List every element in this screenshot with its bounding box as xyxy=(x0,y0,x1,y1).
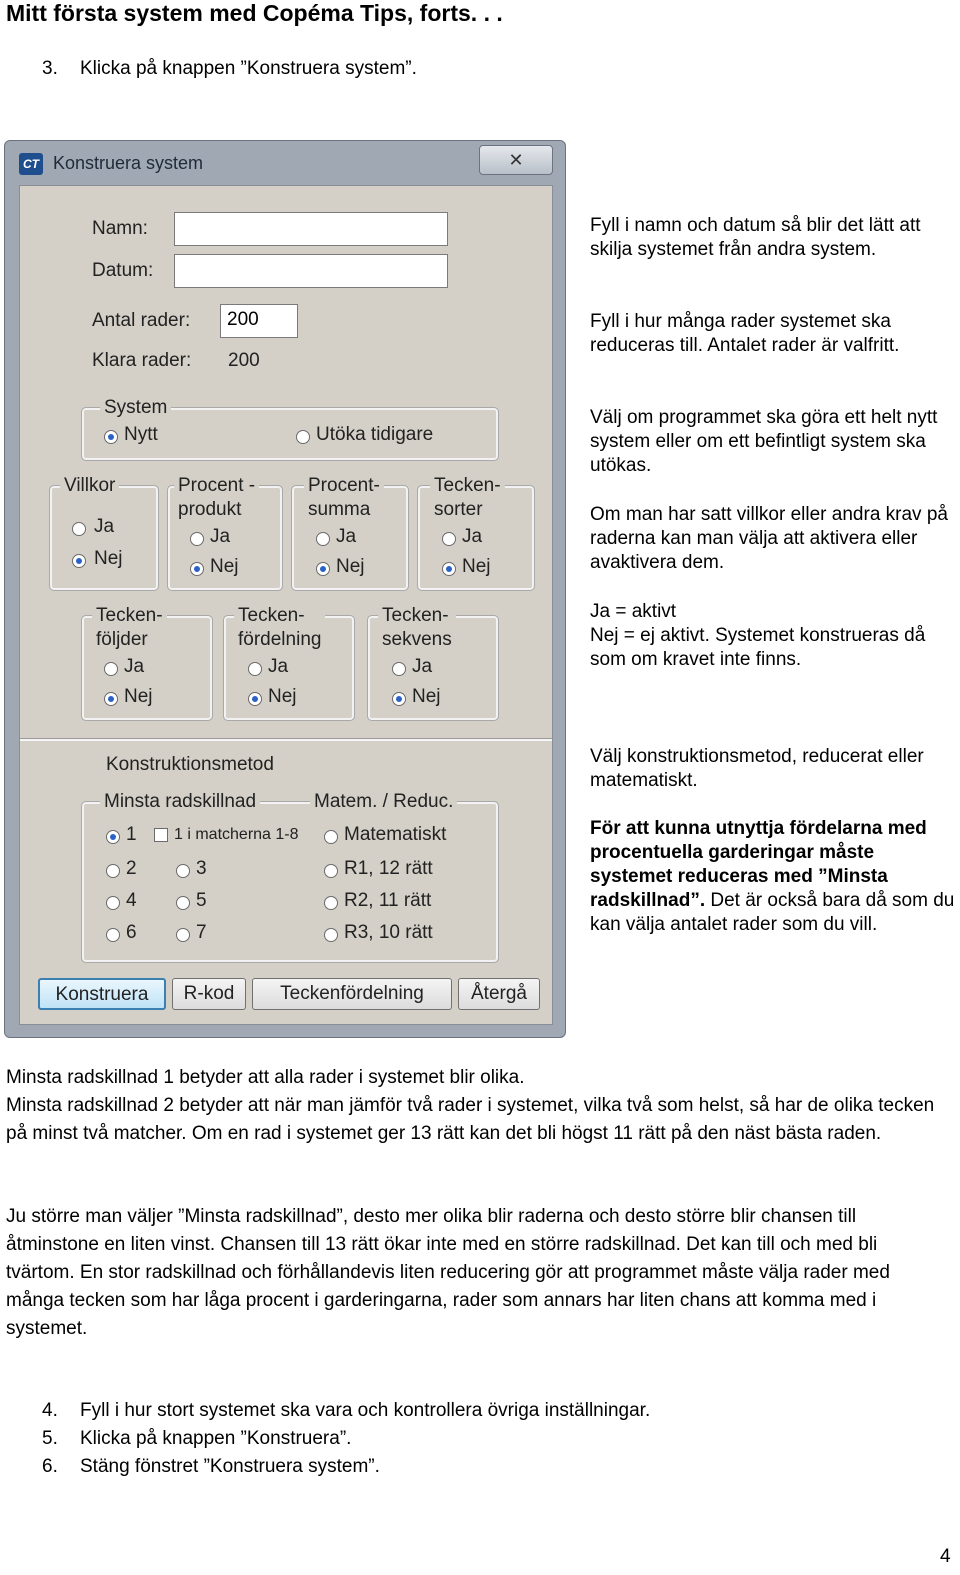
datum-input[interactable] xyxy=(174,254,448,288)
note-namn-datum: Fyll i namn och datum så blir det lätt att skilja systemet från andra system. xyxy=(590,215,921,260)
teckenfordelning-button[interactable]: Teckenfördelning xyxy=(252,978,452,1010)
procent-summa-nej-radio[interactable] xyxy=(316,562,330,576)
villkor-ja-radio[interactable] xyxy=(72,522,86,536)
legend-line2: fördelning xyxy=(238,629,322,650)
procent-summa-nej-label: Nej xyxy=(336,556,365,577)
procent-produkt-nej-radio[interactable] xyxy=(190,562,204,576)
antal-rader-input[interactable]: 200 xyxy=(220,304,298,338)
legend-line2: sekvens xyxy=(382,629,452,650)
procent-summa-ja-label: Ja xyxy=(336,526,357,547)
tecken-sekvens-nej-radio[interactable] xyxy=(392,692,406,706)
r2-label: R2, 11 rätt xyxy=(344,890,432,911)
paragraph-1: Minsta radskillnad 1 betyder att alla rader i systemet blir olika. xyxy=(6,1067,525,1088)
radskillnad-3-radio[interactable] xyxy=(176,864,190,878)
system-nytt-radio[interactable] xyxy=(104,430,118,444)
step-text: Klicka på knappen ”Konstruera”. xyxy=(80,1428,352,1449)
konstruera-button[interactable]: Konstruera xyxy=(38,978,166,1010)
note-konstruktionsmetod: Välj konstruktionsmetod, reducerat eller matematiskt. xyxy=(590,746,924,791)
legend-line1: Procent - xyxy=(178,475,256,496)
tecken-sorter-nej-label: Nej xyxy=(462,556,491,577)
matem-reduc-legend: Matem. / Reduc. xyxy=(310,790,457,814)
step-text: Fyll i hur stort systemet ska vara och kontrollera övriga inställningar. xyxy=(80,1400,651,1421)
radskillnad-5-label: 5 xyxy=(196,890,207,911)
radskillnad-2-radio[interactable] xyxy=(106,864,120,878)
step-3 xyxy=(42,58,642,84)
r3-radio[interactable] xyxy=(324,928,338,942)
step-number: 3. xyxy=(42,58,58,79)
tecken-fordelning-ja-radio[interactable] xyxy=(248,662,262,676)
system-nytt-label: Nytt xyxy=(124,424,158,445)
step-6 xyxy=(42,1456,842,1482)
legend-line2: summa xyxy=(308,499,371,520)
page-title: Mitt första system med Copéma Tips, forts. . . xyxy=(6,0,503,26)
paragraph-2: Minsta radskillnad 2 betyder att när man jämför två rader i systemet, vilka två som helst, så har de olika tecken på minst två matcher. Om en rad i systemet ger 13 rätt kan det bli högst 11 rätt på den näst bästa raden. xyxy=(6,1095,935,1144)
tecken-fordelning-nej-label: Nej xyxy=(268,686,297,707)
tecken-sekvens-ja-label: Ja xyxy=(412,656,433,677)
radskillnad-4-label: 4 xyxy=(126,890,137,911)
app-logo: CT xyxy=(19,153,43,175)
tecken-fordelning-legend xyxy=(234,604,325,652)
system-legend: System xyxy=(100,396,171,420)
step-number: 4. xyxy=(42,1400,58,1421)
tecken-sorter-legend xyxy=(430,474,505,522)
radskillnad-1-radio[interactable] xyxy=(106,830,120,844)
radskillnad-7-label: 7 xyxy=(196,922,207,943)
note-procentuella xyxy=(590,817,958,937)
tecken-foljder-ja-radio[interactable] xyxy=(104,662,118,676)
step-number: 5. xyxy=(42,1428,58,1449)
tecken-fordelning-nej-radio[interactable] xyxy=(248,692,262,706)
radskillnad-7-radio[interactable] xyxy=(176,928,190,942)
villkor-legend: Villkor xyxy=(60,474,119,498)
villkor-nej-radio[interactable] xyxy=(72,554,86,568)
note-nej-ej-aktivt: Nej = ej aktivt. Systemet konstrueras då som om kravet inte finns. xyxy=(590,625,926,670)
window-title: Konstruera system xyxy=(53,153,204,173)
tecken-foljder-legend xyxy=(92,604,167,652)
klara-rader-label: Klara rader: xyxy=(92,350,192,371)
radskillnad-1-label: 1 xyxy=(126,824,137,845)
procent-produkt-ja-radio[interactable] xyxy=(190,532,204,546)
matcherna-checkbox-label: 1 i matcherna 1-8 xyxy=(174,826,299,843)
radskillnad-6-label: 6 xyxy=(126,922,137,943)
procent-summa-legend xyxy=(304,474,384,522)
tecken-sorter-ja-radio[interactable] xyxy=(442,532,456,546)
step-4 xyxy=(42,1400,842,1426)
tecken-fordelning-ja-label: Ja xyxy=(268,656,289,677)
r3-label: R3, 10 rätt xyxy=(344,922,433,943)
procent-produkt-ja-label: Ja xyxy=(210,526,231,547)
aterga-button[interactable]: Återgå xyxy=(458,978,540,1010)
paragraph-3: Ju större man väljer ”Minsta radskillnad”, desto mer olika blir raderna och desto större blir chansen till åtminstone en liten vinst. Chansen till 13 rätt ökar inte med en större radskillnad. Det kan till och med bli tvärtom. En stor radskillnad och förhållandevis liten reducering gör att programmet måste välja rader med många tecken som har låga procent i garderingarna, rader som annars har liten chans att komma med i systemet. xyxy=(6,1206,890,1339)
note-rest: Det är också bara då som du kan välja antalet rader som du vill. xyxy=(590,890,955,935)
matcherna-checkbox[interactable] xyxy=(154,828,168,842)
tecken-sekvens-ja-radio[interactable] xyxy=(392,662,406,676)
matematiskt-label: Matematiskt xyxy=(344,824,447,845)
radskillnad-5-radio[interactable] xyxy=(176,896,190,910)
datum-label: Datum: xyxy=(92,260,154,281)
procent-summa-ja-radio[interactable] xyxy=(316,532,330,546)
legend-line1: Tecken- xyxy=(382,605,449,626)
tecken-sekvens-legend xyxy=(378,604,456,652)
namn-input[interactable] xyxy=(174,212,448,246)
radskillnad-3-label: 3 xyxy=(196,858,207,879)
minsta-radskillnad-legend: Minsta radskillnad xyxy=(100,790,260,814)
namn-label: Namn: xyxy=(92,218,148,239)
tecken-sorter-nej-radio[interactable] xyxy=(442,562,456,576)
legend-line2: sorter xyxy=(434,499,483,520)
radskillnad-2-label: 2 xyxy=(126,858,137,879)
legend-line1: Tecken- xyxy=(96,605,163,626)
note-antal-rader: Fyll i hur många rader systemet ska reduceras till. Antalet rader är valfritt. xyxy=(590,311,900,356)
note-villkor: Om man har satt villkor eller andra krav på raderna kan man välja att aktivera eller avaktivera dem. xyxy=(590,504,948,573)
villkor-ja-label: Ja xyxy=(94,516,115,537)
r2-radio[interactable] xyxy=(324,896,338,910)
tecken-sorter-ja-label: Ja xyxy=(462,526,483,547)
procent-produkt-nej-label: Nej xyxy=(210,556,239,577)
tecken-foljder-nej-radio[interactable] xyxy=(104,692,118,706)
dialog-client-area xyxy=(19,185,553,1025)
antal-rader-label: Antal rader: xyxy=(92,310,191,331)
tecken-foljder-nej-label: Nej xyxy=(124,686,153,707)
r-kod-button[interactable]: R-kod xyxy=(172,978,246,1010)
close-icon: ✕ xyxy=(508,150,524,170)
close-button[interactable] xyxy=(479,145,553,175)
villkor-group xyxy=(50,486,158,590)
legend-line1: Tecken- xyxy=(434,475,501,496)
procent-produkt-legend xyxy=(174,474,259,522)
step-number: 6. xyxy=(42,1456,58,1477)
legend-line2: produkt xyxy=(178,499,242,520)
matematiskt-radio[interactable] xyxy=(324,830,338,844)
system-utoka-radio[interactable] xyxy=(296,430,310,444)
klara-rader-value: 200 xyxy=(228,350,260,371)
r1-label: R1, 12 rätt xyxy=(344,858,433,879)
system-utoka-label: Utöka tidigare xyxy=(316,424,434,445)
tecken-sekvens-nej-label: Nej xyxy=(412,686,441,707)
note-system: Välj om programmet ska göra ett helt nytt system eller om ett befintligt system ska utökas. xyxy=(590,407,938,476)
radskillnad-4-radio[interactable] xyxy=(106,896,120,910)
note-ja-aktivt: Ja = aktivt xyxy=(590,601,677,622)
step-5 xyxy=(42,1428,842,1454)
konstruera-system-window xyxy=(4,140,566,1038)
r1-radio[interactable] xyxy=(324,864,338,878)
konstruktionsmetod-label: Konstruktionsmetod xyxy=(106,754,274,775)
step-text: Klicka på knappen ”Konstruera system”. xyxy=(80,58,417,79)
radskillnad-6-radio[interactable] xyxy=(106,928,120,942)
villkor-nej-label: Nej xyxy=(94,548,123,569)
tecken-foljder-ja-label: Ja xyxy=(124,656,145,677)
legend-line2: följder xyxy=(96,629,148,650)
divider xyxy=(20,738,552,741)
step-text: Stäng fönstret ”Konstruera system”. xyxy=(80,1456,380,1477)
legend-line1: Procent- xyxy=(308,475,380,496)
page-number: 4 xyxy=(940,1546,951,1567)
note-bold: För att kunna utnyttja fördelarna med procentuella garderingar måste systemet reduceras med ”Minsta radskillnad”. xyxy=(590,818,927,911)
legend-line1: Tecken- xyxy=(238,605,305,626)
